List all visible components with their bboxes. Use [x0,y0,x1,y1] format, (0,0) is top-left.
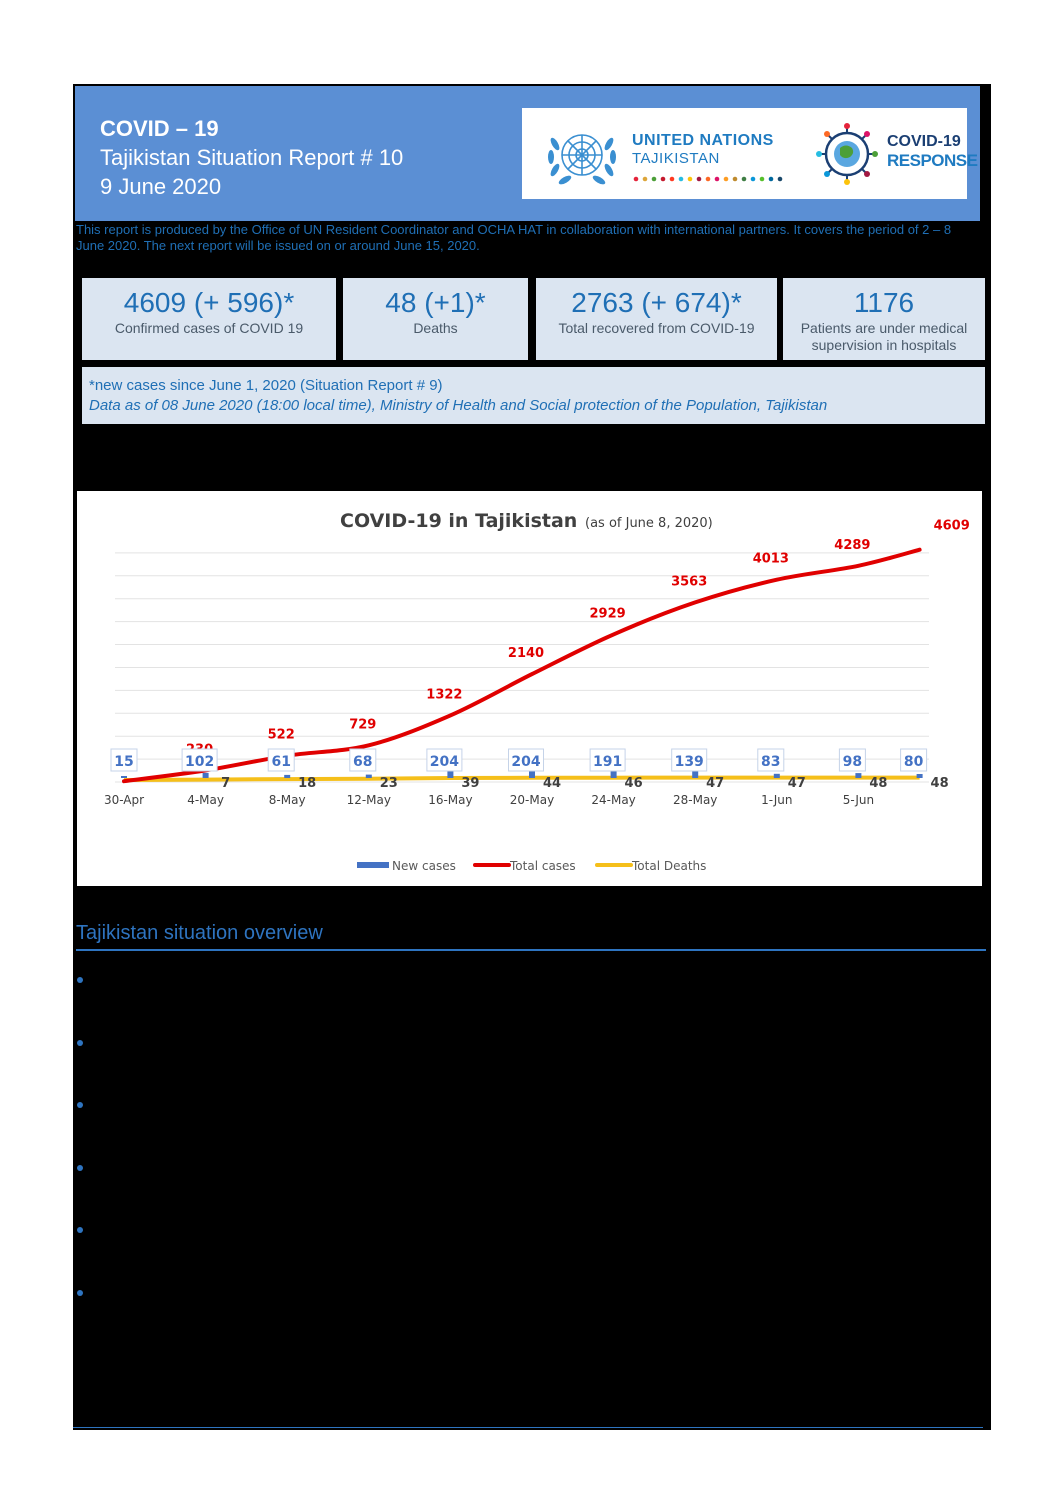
total-cases-label: 3563 [671,574,708,590]
report-subtitle: Tajikistan Situation Report # 10 [100,145,404,170]
new-cases-label: 204 [429,754,460,770]
sdg-color-dots [633,175,788,183]
total-deaths-label: 47 [787,776,806,791]
overview-bullet [77,1227,83,1233]
overview-bullet [77,1165,83,1171]
new-cases-bar [284,775,290,778]
total-cases-label: 2929 [589,606,626,622]
new-cases-bar [774,774,780,778]
overview-title: Tajikistan situation overview [76,922,323,944]
x-tick-label: 16-May [428,793,473,807]
x-tick-label: 4-May [187,793,224,807]
un-emblem-icon [543,124,621,190]
new-cases-label: 83 [761,754,781,770]
total-deaths-label: 7 [221,776,231,791]
total-deaths-label: 48 [930,776,949,791]
total-deaths-label: 48 [869,776,888,791]
total-deaths-label: 18 [298,776,317,791]
x-tick-label: 28-May [672,793,718,807]
chart-subtitle: (as of June 8, 2020) [585,516,713,531]
stat-label: Confirmed cases of COVID 19 [114,320,304,336]
legend-label: Total Deaths [632,859,707,873]
legend-swatch [357,862,389,868]
bottom-divider [73,1427,983,1428]
x-tick-label: 8-May [268,793,306,807]
overview-bullet [77,977,83,983]
new-cases-bar [692,771,698,778]
total-deaths-label: 46 [624,776,643,791]
stat-value: 48 (+1)* [385,287,486,318]
overview-bullet [77,1040,83,1046]
stat-value: 2763 (+ 674)* [571,287,742,318]
total-deaths-label: 23 [379,776,398,791]
stat-value: 1176 [853,287,915,318]
stat-value: 4609 (+ 596)* [123,287,295,318]
overview-divider [76,949,986,951]
new-cases-note: *new cases since June 1, 2020 (Situation Report # 9) [89,377,443,394]
total-cases-label: 522 [267,727,295,743]
new-cases-label: 204 [511,754,541,770]
notes-box [82,367,985,424]
intro-paragraph: This report is produced by the Office of UN Resident Coordinator and OCHA HAT in collaboration with international partners. It covers the period of 2 – 8 June 2020. The next report will be issued on or around June 15, 2020. [76,222,952,253]
data-source-note: Data as of 08 June 2020 (18:00 local time), Ministry of Health and Social protection of the Population, Tajikistan [89,397,828,414]
x-tick-label: 24-May [591,793,636,807]
chart-title: COVID-19 in Tajikistan [340,510,578,532]
stat-card-deaths [343,278,528,360]
new-cases-label: 61 [271,754,291,770]
new-cases-label: 191 [592,754,623,770]
total-cases-label: 4609 [933,518,970,534]
response-logo-line2: RESPONSE [887,151,978,170]
legend-label: New cases [392,859,456,873]
stat-card-hospitalized [783,278,985,360]
new-cases-bar [917,774,923,778]
report-title: COVID – 19 [100,116,219,141]
overview-bullet [77,1102,83,1108]
new-cases-label: 102 [184,754,215,770]
covid-response-icon [812,122,882,186]
stat-label: Deaths [413,320,458,336]
covid-chart [77,491,982,886]
total-cases-label: 4289 [834,537,871,553]
x-tick-label: 1-Jun [761,793,793,807]
new-cases-label: 68 [353,754,373,770]
total-cases-label: 2140 [507,646,545,662]
response-logo-line1: COVID-19 [887,133,961,150]
x-tick-label: 5-Jun [842,793,875,807]
new-cases-label: 98 [842,754,863,770]
legend-label: Total cases [510,859,576,873]
report-date: 9 June 2020 [100,174,222,199]
new-cases-label: 80 [903,754,924,770]
x-tick-label: 12-May [346,793,392,807]
new-cases-bar [855,773,861,778]
x-tick-label: 30-Apr [103,793,145,807]
new-cases-bar [121,776,127,778]
x-tick-label: 20-May [509,793,555,807]
new-cases-label: 139 [674,754,704,770]
stat-card-confirmed [82,278,336,360]
total-deaths-label: 39 [461,776,480,791]
stat-label: Total recovered from COVID-19 [558,320,755,336]
total-cases-label: 1322 [426,687,463,703]
total-deaths-label: 44 [542,776,562,791]
org-name: UNITED NATIONS [632,132,774,149]
total-cases-label: 4013 [752,551,789,567]
stat-label: Patients are under medical supervision in hospitals [800,320,968,353]
total-deaths-label: 47 [706,776,725,791]
new-cases-label: 15 [114,754,134,770]
total-cases-label: 729 [349,717,377,733]
new-cases-bar [366,775,372,778]
overview-bullet [77,1290,83,1296]
stat-card-recovered [536,278,777,360]
series-line-total-cases [124,550,920,782]
org-country: TAJIKISTAN [632,150,720,167]
new-cases-bar [203,773,209,778]
